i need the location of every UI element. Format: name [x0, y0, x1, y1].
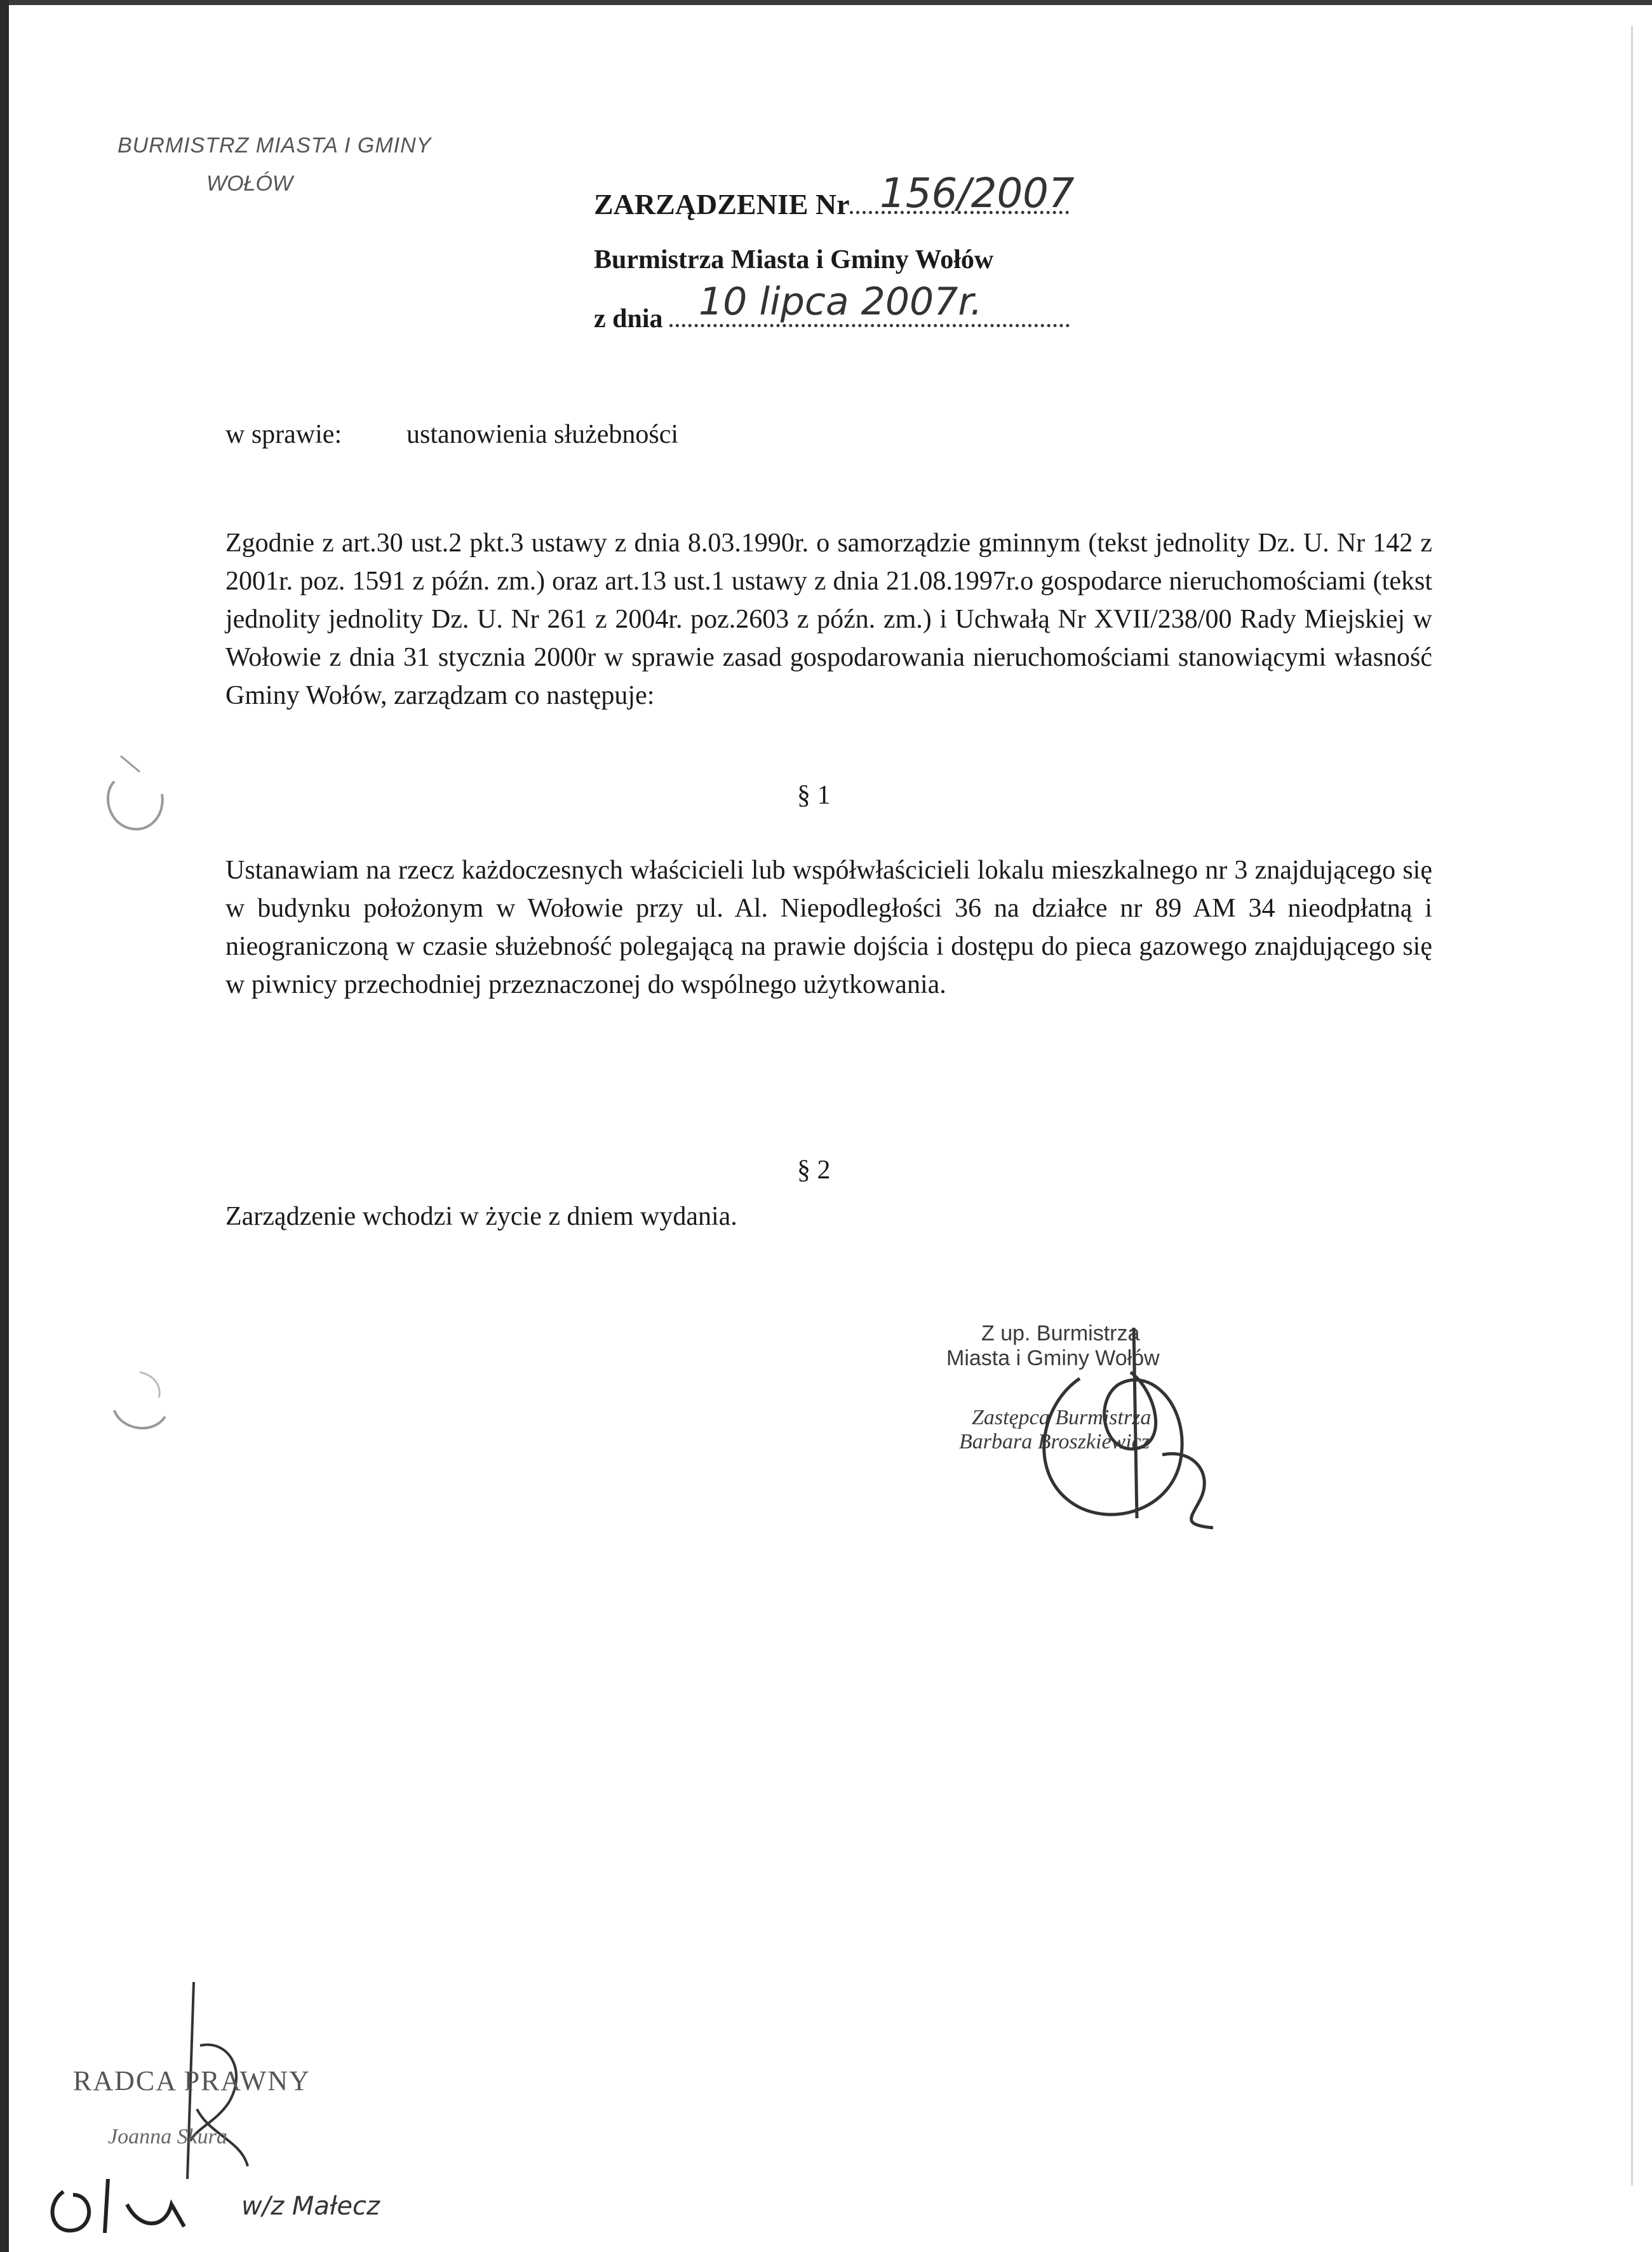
section-1-text: Ustanawiam na rzecz każdoczesnych właścicieli lub współwłaścicieli lokalu mieszkalnego nr 3 znajdującego się w budynku położonym w Wołowie przy ul. Al. Niepodległości 36 na działce nr 89 AM 34 nieodpłatną i nieograniczoną w czasie służebność polegającą na prawie dojścia i dostępu do pieca gazowego znajdującego się w piwnicy przechodniej przeznaczonej do wspólnego użytkowania. — [225, 856, 1432, 999]
handwritten-date: 10 lipca 2007r. — [699, 280, 983, 324]
legal-counsel-name: Joanna Skura — [108, 2125, 227, 2148]
section-1-mark: § 1 — [797, 781, 831, 810]
issuer: Burmistrza Miasta i Gminy Wołów — [594, 245, 994, 274]
initials-scribble — [38, 2166, 229, 2242]
stamp-line-4: Barbara Broszkiewicz — [959, 1430, 1150, 1453]
stamp-line-2: Miasta i Gminy Wołów — [946, 1346, 1160, 1370]
preamble: Zgodnie z art.30 ust.2 pkt.3 ustawy z dnia 8.03.1990r. o samorządzie gminnym (tekst jednolity Dz. U. Nr 142 z 2001r. poz. 1591 z późn. zm.) oraz art.13 ust.1 ustawy z dnia 21.08.1997r.o gospodarce nieruchomościami (tekst jednolity jednolity Dz. U. Nr 261 z 2004r. poz.2603 z późn. zm.) i Uchwałą Nr XVII/238/00 Rady Miejskiej w Wołowie z dnia 31 stycznia 2000r w sprawie zasad gospodarowania nieruchomościami stanowiącymi własność Gminy Wołów, zarządzam co następuje: — [225, 529, 1432, 710]
handwritten-number: 156/2007 — [880, 170, 1075, 217]
header-org-line2: WOŁÓW — [206, 172, 293, 196]
section-2-mark: § 2 — [797, 1156, 831, 1185]
handwritten-note: w/z Małecz — [241, 2192, 380, 2221]
legal-counsel-title: RADCA PRAWNY — [73, 2065, 311, 2096]
subject-label: w sprawie: — [225, 420, 342, 449]
stamp-line-3: Zastępca Burmistrza — [972, 1406, 1152, 1429]
header-org-line1: BURMISTRZ MIASTA I GMINY — [118, 133, 432, 158]
subject-value: ustanowienia służebności — [406, 420, 679, 449]
title-label: ZARZĄDZENIE Nr — [594, 188, 850, 220]
section-2-text: Zarządzenie wchodzi w życie z dniem wydania. — [225, 1202, 737, 1231]
punch-hole-top — [95, 743, 171, 845]
punch-hole-bottom — [102, 1366, 178, 1442]
stamp-line-1: Z up. Burmistrza — [981, 1321, 1140, 1345]
scan-edge-top — [0, 0, 1652, 5]
handwritten-signature — [972, 1309, 1239, 1537]
scan-edge-right — [1631, 25, 1633, 2185]
date-label: z dnia — [594, 304, 663, 334]
scan-edge-left — [0, 0, 9, 2252]
